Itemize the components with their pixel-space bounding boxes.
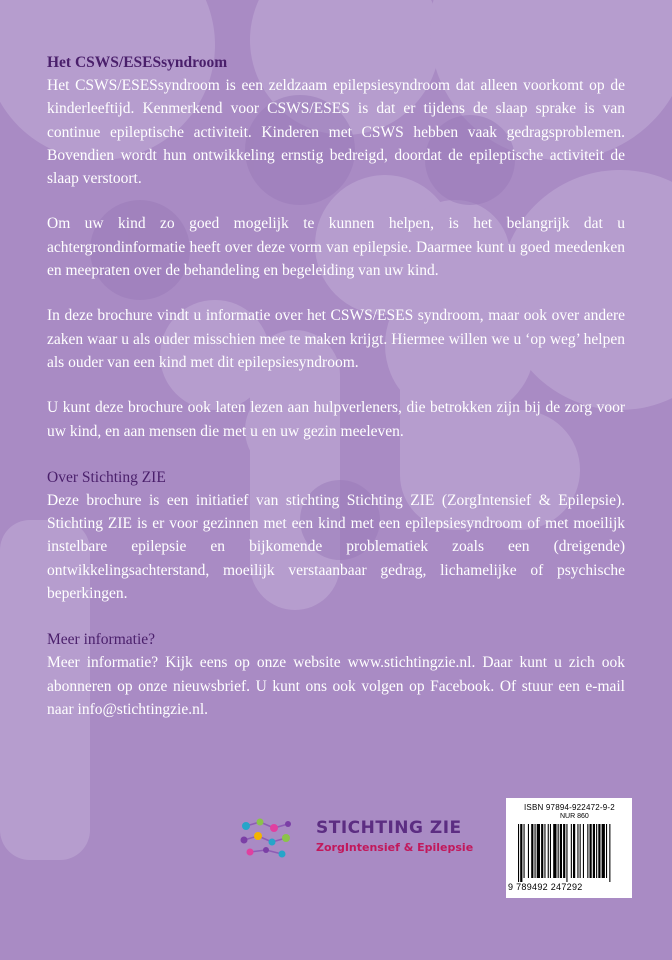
paragraph-stichting: Deze brochure is een initiatief van stichting Stichting ZIE (ZorgIntensief & Epilepsie). Stichting ZIE is er voor gezinnen met een kind met een epilepsiesyndroom of met moeilijk instelbare epilepsie en bijkomende problematiek zoals een (dreigende) ontwikkelingsachterstand, moeilijk verstaanbaar gedrag, lichamelijke of psychische beperkingen. xyxy=(47,491,625,603)
barcode-bar xyxy=(598,824,600,878)
paragraph-brochure: In deze brochure vindt u informatie over het CSWS/ESES syndroom, maar ook over andere zaken waar u als ouder misschien mee te maken krijgt. Hiermee willen we u ‘op weg’ helpen als ouder van een kind met dit epilepsiesyndroom. xyxy=(47,307,625,371)
barcode-bar xyxy=(587,824,588,878)
barcode-bar xyxy=(577,824,578,878)
barcode-bar xyxy=(531,824,533,878)
barcode-bar xyxy=(606,824,607,878)
barcode-bar xyxy=(563,824,565,878)
nur-code: NUR 860 xyxy=(560,813,589,820)
barcode-bar xyxy=(535,824,536,878)
section-title-csws: Het CSWS/ESESsyndroom xyxy=(47,54,228,71)
logo-subtitle: ZorgIntensief & Epilepsie xyxy=(316,841,474,854)
text-column xyxy=(47,52,625,721)
paragraph-intro: Het CSWS/ESESsyndroom is een zeldzaam epilepsiesyndroom dat alleen voorkomt op de kinderleeftijd. Kenmerkend voor CSWS/ESES is dat er tijdens de slaap sprake is van continue epileptische activiteit. Kinderen met CSWS hebben vaak gedragsproblemen. Bovendien wordt hun ontwikkeling ernstig bedreigd, doordat de epileptische activiteit de slaap verstoort. xyxy=(47,77,625,188)
barcode-bar xyxy=(593,824,595,878)
barcode-bar xyxy=(596,824,597,878)
barcode-bar xyxy=(566,824,567,882)
barcode-bar xyxy=(550,824,551,878)
barcode-bar xyxy=(590,824,592,878)
barcode-bar xyxy=(528,824,529,878)
barcode-bar xyxy=(544,824,545,878)
barcode-bar xyxy=(541,824,543,878)
barcode-bar xyxy=(524,824,525,878)
paragraph-readers: U kunt deze brochure ook laten lezen aan hulpverleners, die betrokken zijn bij de zorg voor uw kind, en aan mensen die met u en uw gezin meeleven. xyxy=(47,399,625,440)
barcode-bar xyxy=(518,824,519,882)
barcode-bar xyxy=(583,824,584,878)
barcode-bar xyxy=(553,824,556,878)
barcode-bar xyxy=(520,824,522,882)
section-title-info: Meer informatie? xyxy=(47,631,156,649)
barcode-bar xyxy=(602,824,605,878)
barcode-bar xyxy=(548,824,549,878)
isbn-barcode-box xyxy=(506,798,632,898)
barcode-bar xyxy=(571,824,572,878)
isbn-number: ISBN 97894-922472-9-2 xyxy=(524,803,615,812)
section-title-stichting: Over Stichting ZIE xyxy=(47,468,166,486)
barcode-digits: 9 789492 247292 xyxy=(508,882,583,892)
barcode-image xyxy=(516,824,624,882)
paragraph-info: Meer informatie? Kijk eens op onze website www.stichtingzie.nl. Daar kunt u zich ook abonneren op onze nieuwsbrief. U kunt ons ook volgen op Facebook. Of stuur een e-mail naar info@stichtingzie.nl. xyxy=(47,654,625,718)
dots-logo-icon xyxy=(238,814,300,860)
barcode-bar xyxy=(558,824,559,878)
stichting-zie-logo xyxy=(238,812,488,862)
barcode-bar xyxy=(573,824,575,878)
barcode-bar xyxy=(609,824,610,882)
barcode-bar xyxy=(537,824,540,878)
barcode-bar xyxy=(560,824,562,878)
logo-title: STICHTING ZIE xyxy=(316,818,462,838)
barcode-bar xyxy=(580,824,581,878)
paragraph-background: Om uw kind zo goed mogelijk te kunnen helpen, is het belangrijk dat u achtergrondinformatie heeft over deze vorm van epilepsie. Daarmee kunt u goed meedenken en meepraten over de behandeling en begeleiding van uw kind. xyxy=(47,215,625,280)
